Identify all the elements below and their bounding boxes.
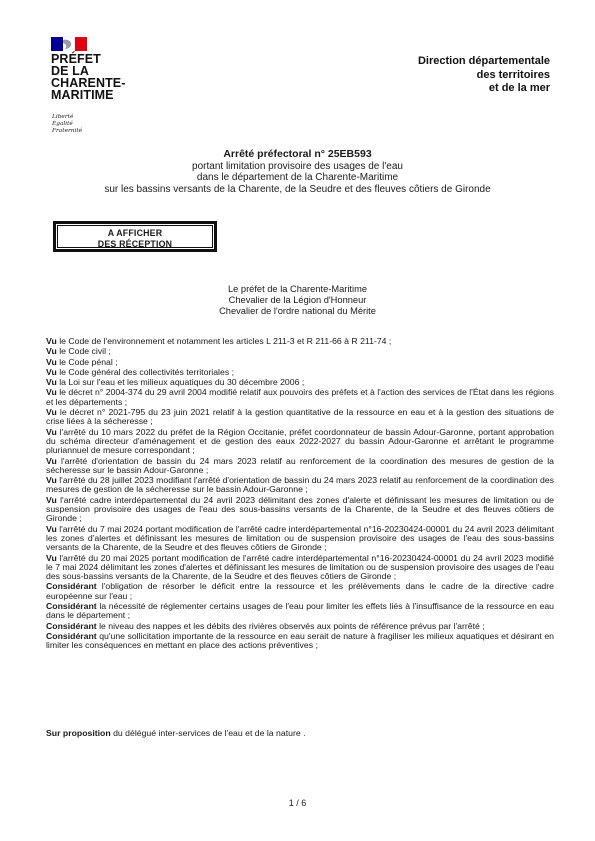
visa-text: l'arrêté d'orientation de bassin du 24 mars 2023 relatif au renforcement de la coordination des mesures de gestion de la sécheresse sur le bassin Adour-Garonne ; (46, 455, 554, 475)
proposition-keyword: Sur proposition (46, 728, 111, 738)
proposition-paragraph (46, 728, 554, 738)
visa-text: l'obligation de résorber le déficit entre la ressource et les prélèvements dans le cadre de la directive cadre européenne sur l'eau ; (46, 581, 554, 601)
prefet-line-3: Chevalier de l'ordre national du Mérite (219, 306, 376, 316)
visa-text: la nécessité de réglementer certains usages de l'eau pour limiter les effets liés à l'insuffisance de la ressource en eau dans le département ; (46, 601, 554, 621)
visa-keyword: Considérant (46, 581, 97, 592)
prefet-block (60, 284, 535, 317)
marianne-flag-icon (51, 37, 87, 51)
visas-list (46, 337, 554, 652)
prefet-line-2: Chevalier de la Légion d'Honneur (228, 295, 367, 305)
visa-item (46, 622, 554, 631)
visa-text: l'arrêté cadre interdépartemental du 24 avril 2023 délimitant des zones d'alerte et définissant les mesures de limitation ou de suspension provisoire des usages de l'eau des sous-bassins versants de la Charente, de la Seudre et des fleuves côtiers de Gironde ; (46, 494, 554, 524)
visa-item (46, 496, 554, 524)
visa-item (46, 368, 554, 377)
proposition-text: du délégué inter-services de l'eau et de la nature . (110, 728, 306, 738)
visa-item (46, 408, 554, 427)
visa-keyword: Vu (46, 336, 57, 346)
visa-keyword: Vu (46, 494, 57, 505)
visa-keyword: Considérant (46, 630, 97, 641)
visa-item (46, 525, 554, 553)
direction-name: Direction départementale des territoires et de la mer (417, 55, 550, 94)
visa-keyword: Vu (46, 475, 57, 486)
visa-keyword: Vu (46, 366, 57, 377)
visa-text: le Code général des collectivités territoriales ; (56, 366, 234, 377)
visa-item (46, 428, 554, 456)
visa-item (46, 457, 554, 476)
subtitle-line-1: portant limitation provisoire des usages de l'eau (192, 160, 403, 172)
visa-item (46, 476, 554, 495)
visa-keyword: Vu (46, 455, 57, 466)
stamp-line-1: A AFFICHER (107, 228, 163, 238)
visa-item (46, 602, 554, 621)
visa-text: l'arrêté du 7 mai 2024 portant modification de l'arrêté cadre interdépartemental n°16-20230424-00001 du 24 avril 2023 délimitant les zones d'alertes et définissant les mesures de limitation ou de suspension provisoire des usages de l'eau des sous-bassins versants de la Charente, de la Seudre et des fleuves côtiers de Gironde ; (46, 523, 554, 553)
visa-text: le Code pénal ; (56, 356, 118, 367)
visa-keyword: Vu (46, 356, 57, 367)
visa-item (46, 337, 554, 346)
visa-text: la Loi sur l'eau et les milieux aquatiques du 30 décembre 2006 ; (56, 377, 305, 388)
visa-keyword: Vu (46, 552, 57, 563)
visa-item (46, 358, 554, 367)
visa-keyword: Vu (46, 377, 57, 388)
prefet-line-1: Le préfet de la Charente-Maritime (227, 284, 367, 294)
visa-keyword: Vu (46, 407, 57, 418)
visa-text: le niveau des nappes et les débits des rivières observés aux points de référence prévus par l'arrêté ; (96, 620, 485, 631)
visa-keyword: Vu (46, 426, 57, 437)
visa-item (46, 388, 554, 407)
visa-item (46, 378, 554, 387)
page-number: 1 / 6 (288, 798, 307, 808)
visa-text: l'arrêté du 10 mars 2022 du préfet de la Région Occitanie, préfet coordonnateur de bassin Adour-Garonne, portant approbation du schéma directeur d'aménagement et de gestion des eaux 2022-2027 du bassin Adour-Garonne et arrêtant le programme pluriannuel de mesure correspondant ; (46, 426, 554, 456)
subtitle-line-2: dans le département de la Charente-Maritime (196, 172, 399, 183)
subtitle-line-3: sur les bassins versants de la Charente, de la Seudre et des fleuves côtiers de Gironde (104, 183, 491, 195)
visa-keyword: Vu (46, 346, 57, 357)
visa-keyword: Considérant (46, 620, 97, 631)
posting-stamp (53, 221, 217, 252)
visa-keyword: Vu (46, 387, 57, 398)
visa-text: l'arrêté du 20 mai 2025 portant modification de l'arrêté cadre interdépartemental n°16-20230424-00001 du 24 avril 2023 modifié le 7 mai 2024 délimitant les zones d'alertes et définissant les mesures de limitation ou de suspension provisoire des usages de l'eau des sous-bassins versants de la Charente, de la Seudre et des fleuves côtiers de Gironde ; (46, 552, 554, 582)
visa-text: le décret n° 2021-795 du 23 juin 2021 relatif à la gestion quantitative de la ressource en eau et à la gestion des situations de crise liées à la sécheresse ; (46, 407, 554, 427)
visa-keyword: Vu (46, 523, 57, 534)
visa-keyword: Considérant (46, 601, 97, 612)
visa-text: le décret n° 2004-374 du 29 avril 2004 modifié relatif aux pouvoirs des préfets et à l'action des services de l'État dans les régions et les départements ; (46, 387, 554, 407)
visa-item (46, 554, 554, 582)
visa-text: le Code de l'environnement et notamment les articles L 211-3 et R 211-66 à R 211-74 ; (56, 336, 392, 346)
prefet-logo-name: PRÉFET DE LA CHARENTE- MARITIME (51, 52, 126, 102)
visa-item (46, 347, 554, 356)
visa-text: le Code civil ; (56, 346, 111, 357)
visa-text: l'arrêté du 28 juillet 2023 modifiant l'arrêté d'orientation de bassin du 24 mars 2023 relatif au renforcement de la coordination des mesures de gestion de la sécheresse sur le bassin Adour-Garonne ; (46, 475, 554, 495)
visa-item (46, 582, 554, 601)
republic-motto: Liberté Égalité Fraternité (52, 114, 83, 135)
stamp-line-2: DES RÉCEPTION (97, 239, 173, 249)
visa-item (46, 632, 554, 651)
arrete-title: Arrêté préfectoral n° 25EB593 (223, 148, 372, 160)
visa-text: qu'une sollicitation importante de la ressource en eau serait de nature à fragiliser les milieux aquatiques et désirant en limiter les conséquences en mettant en place des actions préventives ; (46, 630, 554, 651)
title-block (30, 148, 565, 195)
